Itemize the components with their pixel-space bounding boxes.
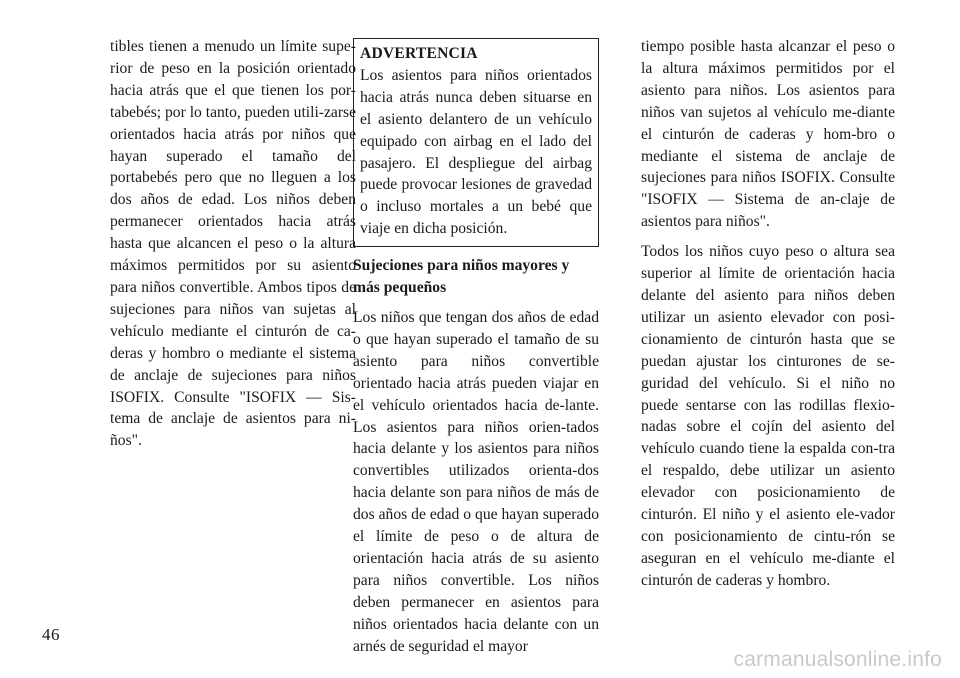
- left-paragraph: tibles tienen a menudo un límite supe-rior de peso en la posición orientado hacia atrás que el que tienen los por-tabebés; por lo tanto, pueden utili-zarse orientados hacia atrás por niños que hayan superado el tamaño del portabebés pero que no lleguen a los dos años de edad. Los niños deben permanecer orientados hacia atrás hasta que alcancen el peso o la altura máximos permitidos por su asiento para niños convertible. Ambos tipos de sujeciones para niños van sujetas al vehículo mediante el cinturón de ca-deras y hombro o mediante el sistema de anclaje de sujeciones para niños ISOFIX. Consulte "ISOFIX — Sis-tema de anclaje de asientos para ni-ños".: [110, 38, 356, 450]
- watermark: carmanualsonline.info: [733, 648, 942, 671]
- right-paragraph-2: Todos los niños cuyo peso o altura sea superior al límite de orientación hacia delante del asiento para niños deben utilizar un asiento elevador con posi-cionamiento de cinturón hasta que se puedan ajustar los cinturones de se-guridad del vehículo. Si el niño no puede sentarse con las rodillas flexio-nadas sobre el cojín del asiento del vehículo cuando tiene la espalda con-tra el respaldo, debe utilizar un asiento elevador con posicionamiento de cinturón. El niño y el asiento ele-vador con posicionamiento de cintu-rón se aseguran en el vehículo me-diante el cinturón de caderas y hombro.: [641, 243, 895, 589]
- right-paragraph-1: tiempo posible hasta alcanzar el peso o la altura máximos permitidos por el asiento para niños. Los asientos para niños van sujetos al vehículo me-diante el cinturón de caderas y hom-bro o mediante el sistema de anclaje de sujeciones para niños ISOFIX. Consulte "ISOFIX — Sistema de an-claje de asientos para niños".: [641, 38, 895, 231]
- warning-text: Los asientos para niños orientados hacia atrás nunca deben situarse en el asiento delantero de un vehículo equipado con airbag en el lado del pasajero. El despliegue del airbag puede provocar lesiones de gravedad o incluso mortales a un bebé que viaje en dicha posición.: [360, 66, 592, 238]
- right-column: [641, 36, 895, 600]
- warning-title: ADVERTENCIA: [360, 45, 478, 62]
- middle-column: [353, 36, 599, 665]
- page-number: 46: [42, 625, 60, 644]
- warning-box: [353, 38, 599, 247]
- section-subheading: Sujeciones para niños mayores y más pequeños: [353, 257, 570, 297]
- left-column: [110, 36, 356, 460]
- middle-paragraph: Los niños que tengan dos años de edad o que hayan superado el tamaño de su asiento para niños convertible orientado hacia atrás pueden viajar en el vehículo orientados hacia de-lante. Los asientos para niños orien-tados hacia delante y los asientos para niños convertibles utilizados orienta-dos hacia delante son para niños de más de dos años de edad o que hayan superado el límite de peso o de altura de orientación hacia atrás de su asiento para niños convertible. Los niños deben permanecer en asientos para niños orientados hacia delante con un arnés de seguridad el mayor: [353, 308, 599, 655]
